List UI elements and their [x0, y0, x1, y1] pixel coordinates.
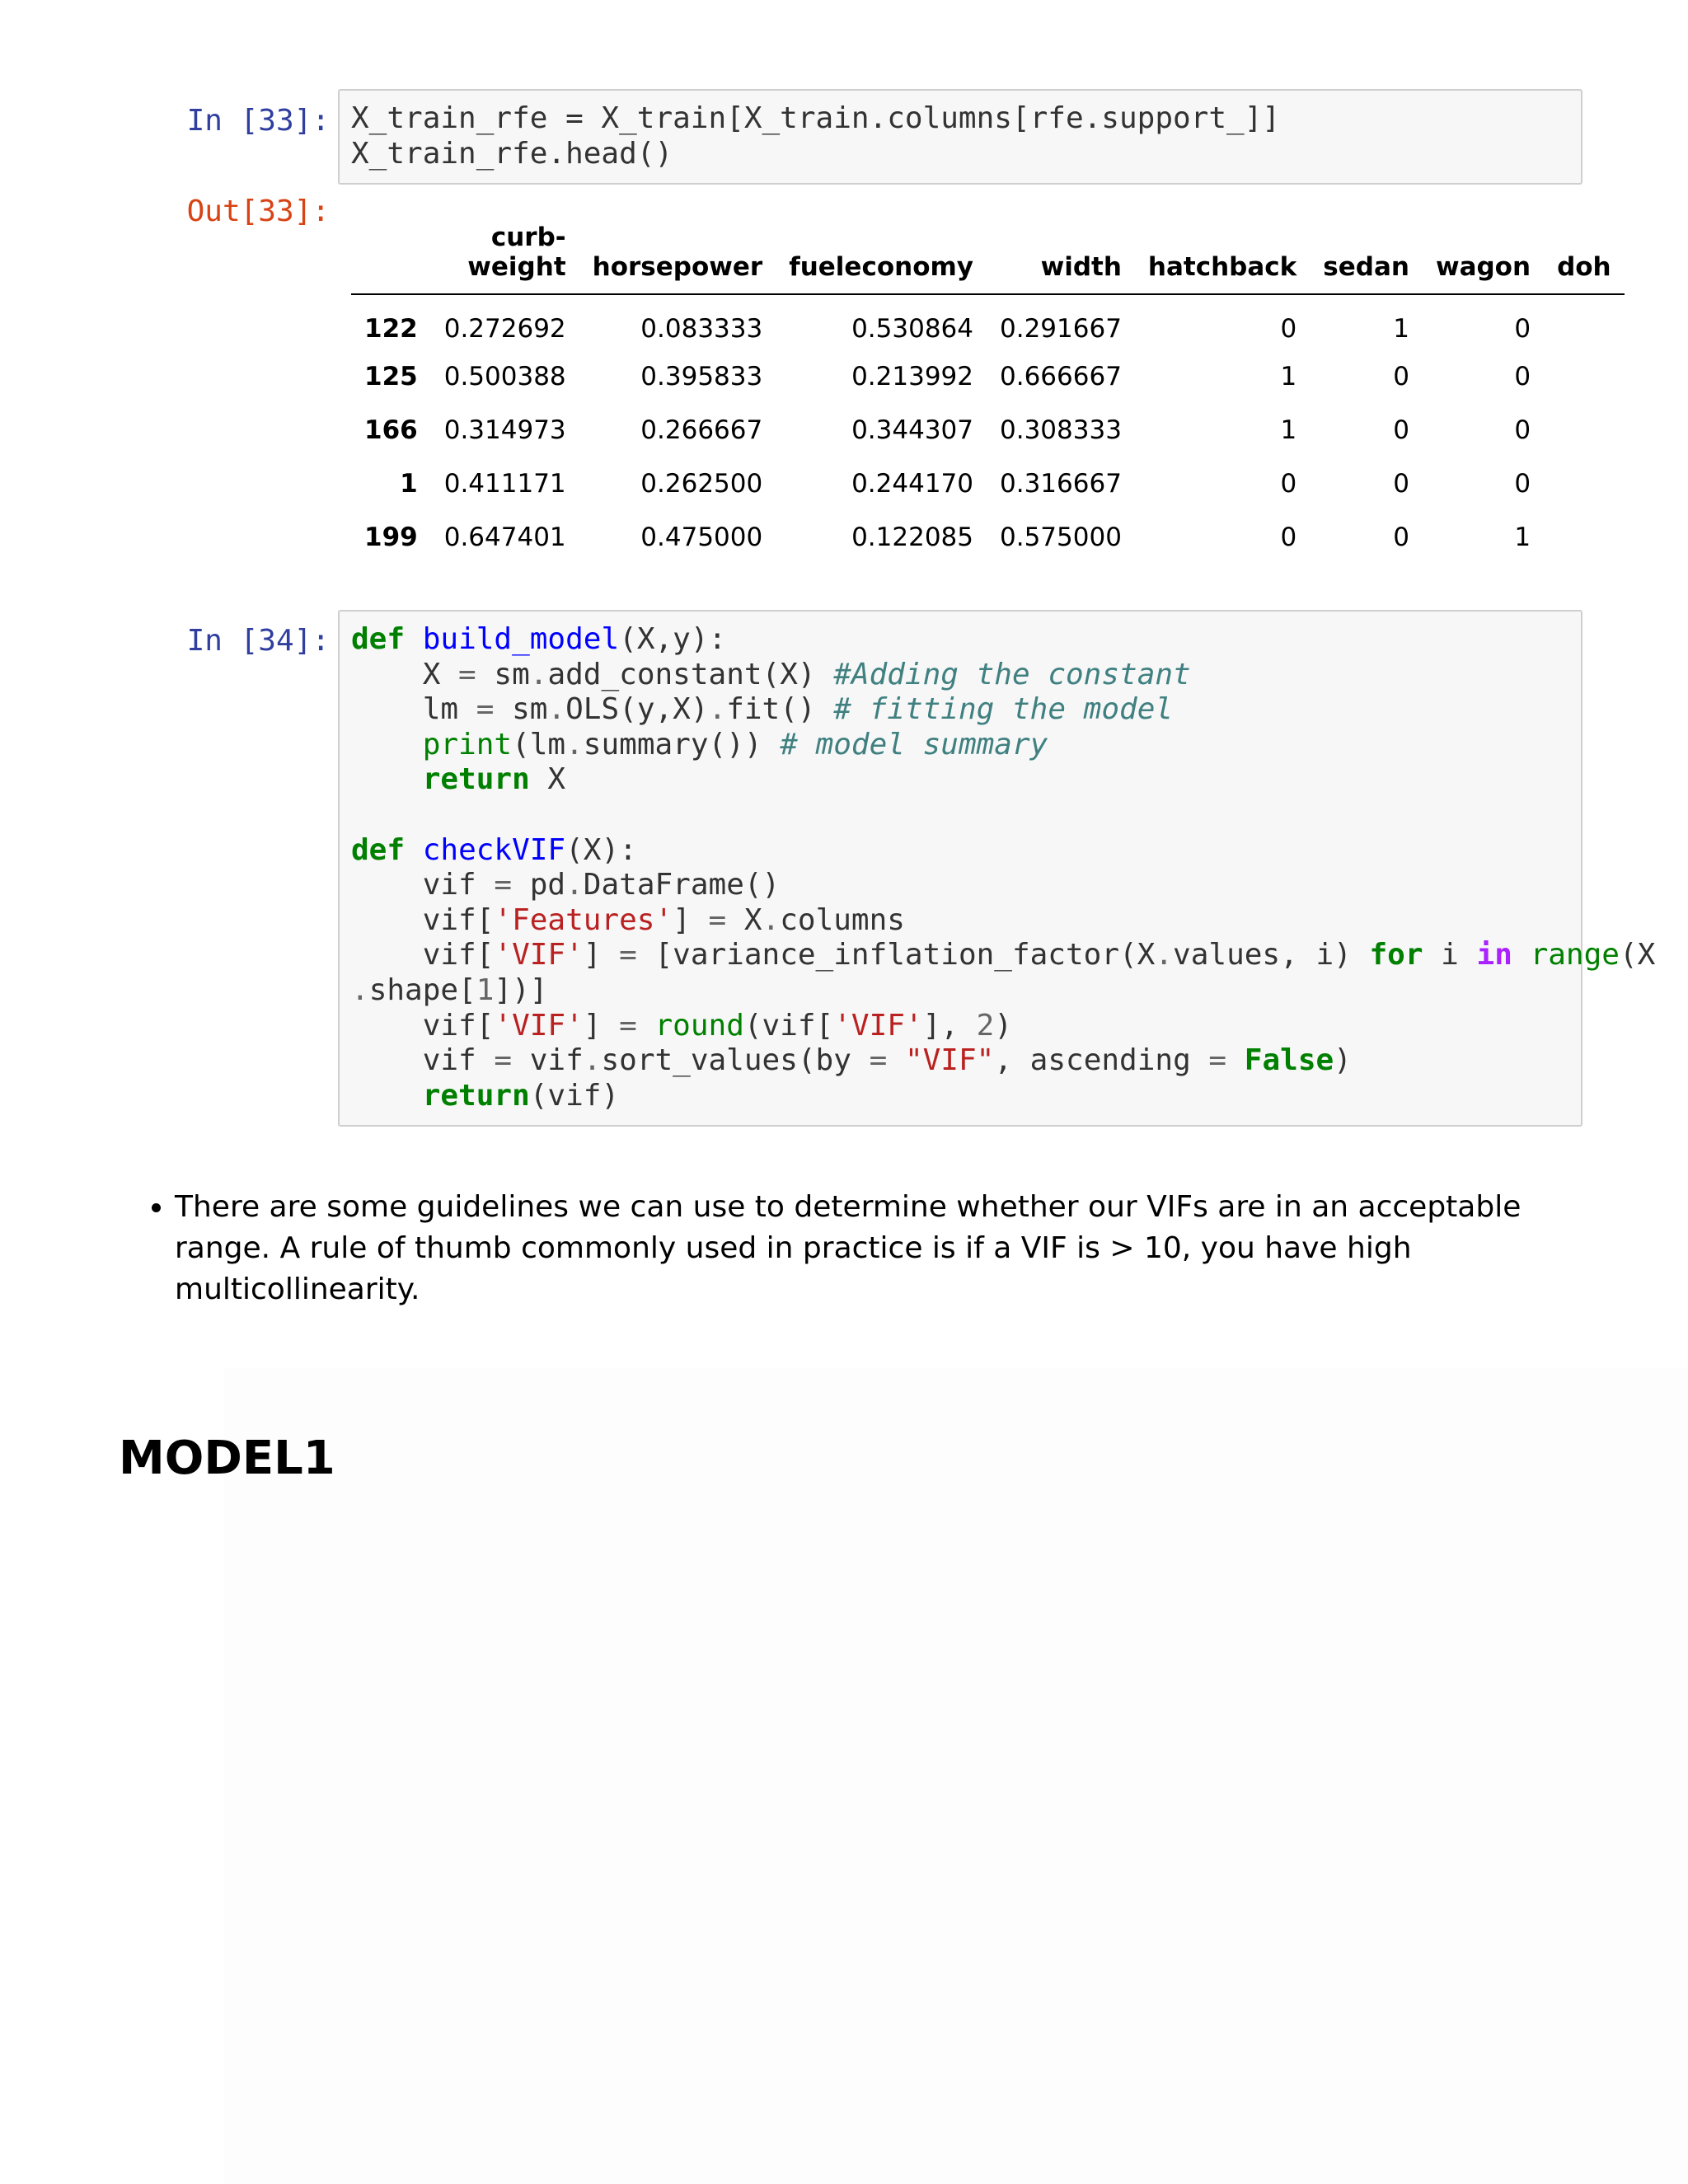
- input-prompt-33: In [33]:: [186, 104, 330, 138]
- code-33[interactable]: [340, 91, 1581, 183]
- table-cell: 0.475000: [640, 522, 763, 552]
- row-index: 166: [364, 415, 418, 445]
- table-cell: 0.262500: [640, 468, 763, 499]
- table-cell: [1544, 403, 1625, 457]
- table-cell: 0.666667: [1000, 361, 1122, 391]
- column-header: doh: [1557, 252, 1611, 282]
- list-item: • There are some guidelines we can use to determine whether our VIFs are in an acceptable range. A rule of thumb commonly used in practice is if a VIF is > 10, you have high multicollinearity.: [175, 1187, 1576, 1310]
- column-header: horsepower: [592, 252, 763, 282]
- dataframe-table: [351, 223, 1625, 564]
- table-cell: 0.575000: [1000, 522, 1122, 552]
- table-cell: 0.291667: [1000, 314, 1122, 344]
- table-cell: 1: [1280, 415, 1297, 445]
- row-index: 125: [364, 361, 418, 391]
- code-34[interactable]: def build_model(X,y): X = sm.add_constant(X) #Adding the constant lm = sm.OLS(y,X).fit() # fitting the model print(lm.summary()) # model summary return X def checkVIF(X): vif = pd.DataFrame() vif['Features'] = X.columns vif['VIF'] = [variance_inflation_factor(X.values, i) for i in range(X .shape[1])] vif['VIF'] = round(vif['VIF'], 2) vif = vif.sort_values(by = "VIF", ascending = False) return(vif): [351, 622, 1656, 1113]
- table-cell: 0: [1514, 361, 1531, 391]
- table-header-row: [351, 223, 1625, 294]
- code-cell-34[interactable]: [338, 610, 1656, 1127]
- table-cell: 0.308333: [1000, 415, 1122, 445]
- table-cell: 0: [1393, 468, 1409, 499]
- table-cell: [1544, 349, 1625, 403]
- table-cell: 0: [1280, 522, 1297, 552]
- table-cell: 0.213992: [851, 361, 973, 391]
- table-cell: 0.272692: [443, 314, 566, 344]
- table-cell: 0.530864: [851, 314, 973, 344]
- table-cell: 0.500388: [443, 361, 566, 391]
- table-cell: 0.647401: [443, 522, 566, 552]
- table-row: [351, 294, 1625, 349]
- table-cell: 0.083333: [640, 314, 763, 344]
- table-cell: 0: [1393, 415, 1409, 445]
- table-cell: 0.266667: [640, 415, 763, 445]
- column-header: curb- weight: [467, 223, 566, 282]
- table-cell: 0: [1514, 314, 1531, 344]
- table-cell: 0: [1393, 361, 1409, 391]
- output-prompt-33: Out[33]:: [186, 194, 330, 228]
- column-header: sedan: [1323, 252, 1409, 282]
- table-row: [351, 510, 1625, 564]
- code-line: X_train_rfe.head(): [351, 136, 673, 171]
- table-cell: [1544, 510, 1625, 564]
- table-cell: 0.316667: [1000, 468, 1122, 499]
- column-header: fueleconomy: [789, 252, 973, 282]
- table-cell: 0.244170: [851, 468, 973, 499]
- row-index: 1: [400, 468, 418, 499]
- table-cell: 0.122085: [851, 522, 973, 552]
- table-cell: 0: [1280, 468, 1297, 499]
- code-cell-33[interactable]: [338, 89, 1582, 185]
- table-cell: [1544, 294, 1625, 349]
- table-cell: 0.395833: [640, 361, 763, 391]
- row-index: 199: [364, 522, 418, 552]
- table-cell: 0.344307: [851, 415, 973, 445]
- table-cell: 0: [1514, 468, 1531, 499]
- table-cell: 0: [1280, 314, 1297, 344]
- table-cell: 1: [1514, 522, 1531, 552]
- column-header: width: [1040, 252, 1122, 282]
- input-prompt-34: In [34]:: [186, 624, 330, 658]
- table-cell: 0.314973: [443, 415, 566, 445]
- index-header: [351, 223, 431, 294]
- page-background: [224, 1368, 1688, 2184]
- column-header: hatchback: [1147, 252, 1297, 282]
- table-cell: 1: [1280, 361, 1297, 391]
- table-row: [351, 403, 1625, 457]
- column-header: wagon: [1435, 252, 1531, 282]
- row-index: 122: [364, 314, 418, 344]
- table-cell: 0: [1393, 522, 1409, 552]
- table-cell: [1544, 457, 1625, 510]
- table-cell: 1: [1393, 314, 1409, 344]
- table-cell: 0.411171: [443, 468, 566, 499]
- table-row: [351, 349, 1625, 403]
- markdown-bullet-list: [140, 1187, 1576, 1310]
- table-cell: 0: [1514, 415, 1531, 445]
- table-row: [351, 457, 1625, 510]
- code-line: X_train_rfe = X_train[X_train.columns[rfe.support_]]: [351, 101, 1281, 135]
- dataframe-output: [351, 223, 1611, 564]
- section-heading: MODEL1: [119, 1432, 335, 1485]
